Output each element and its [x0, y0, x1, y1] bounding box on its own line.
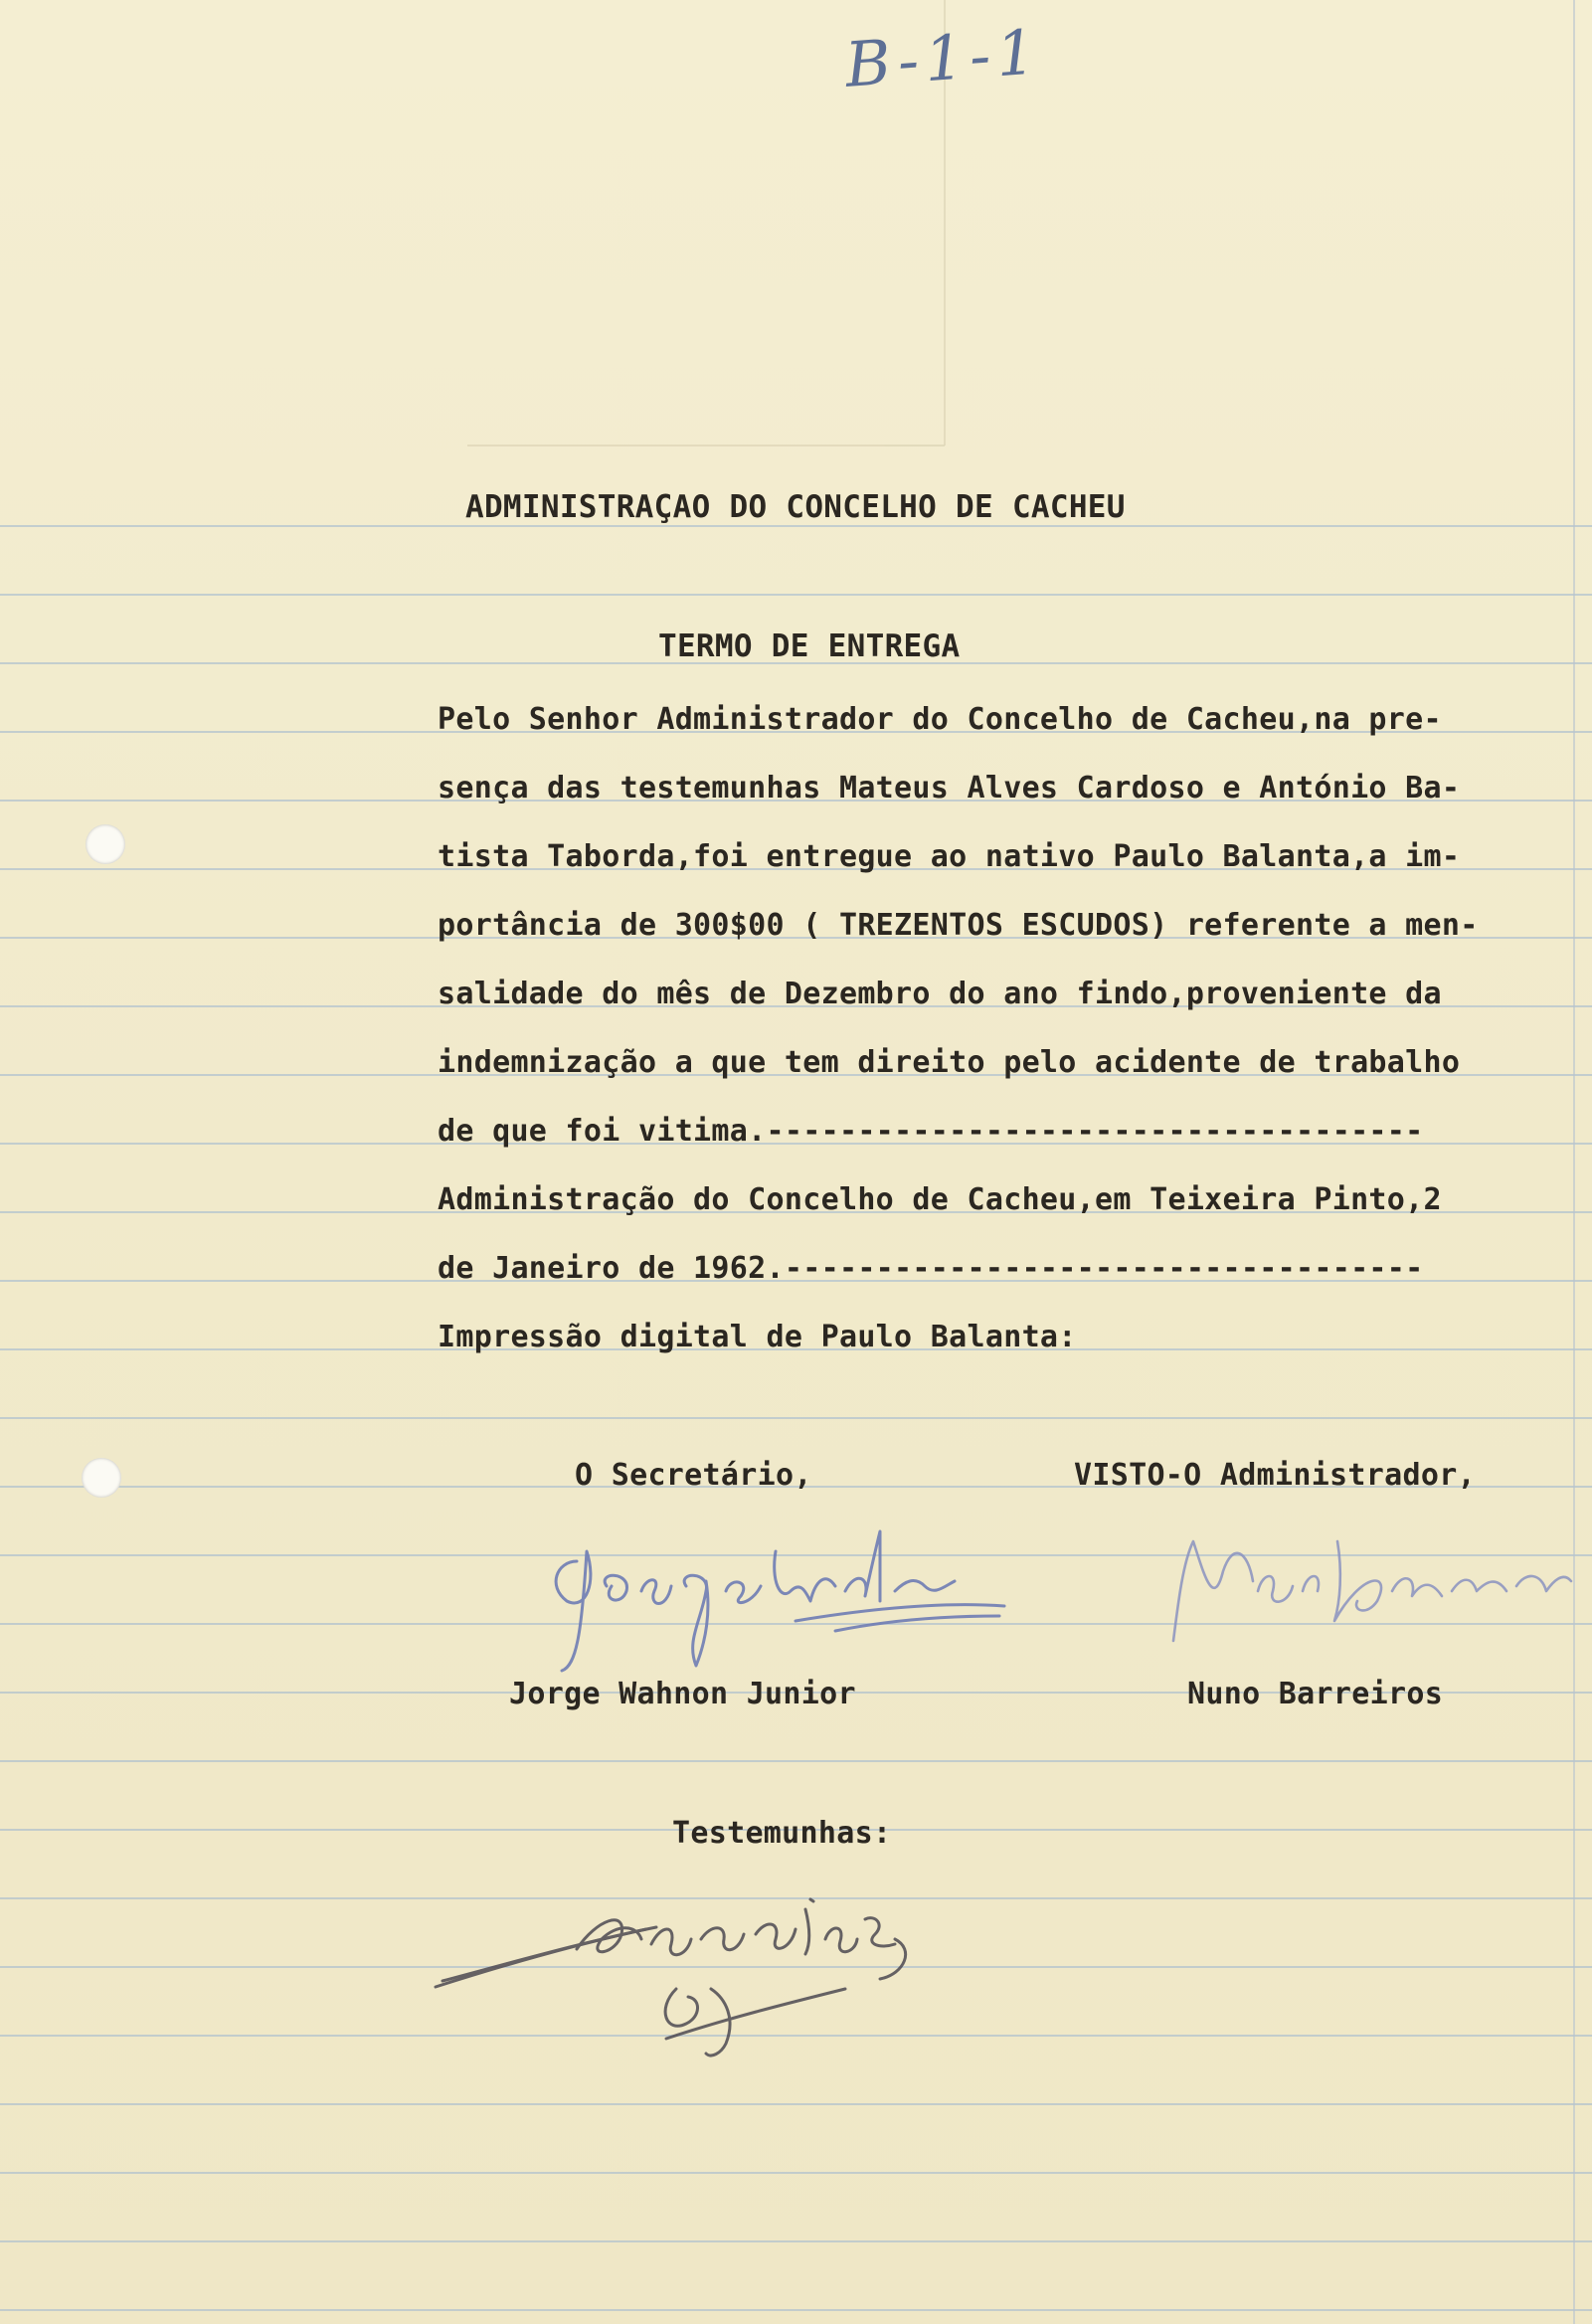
body-line-6: indemnização a que tem direito pelo acidente de trabalho [438, 1045, 1461, 1080]
witnesses-label: Testemunhas: [672, 1816, 892, 1851]
punch-hole-bottom [82, 1458, 121, 1498]
administrator-role: VISTO-O Administrador, [1074, 1458, 1476, 1493]
body-line-10: Impressão digital de Paulo Balanta: [438, 1320, 1077, 1354]
body-line-2: sença das testemunhas Mateus Alves Cardoso e António Ba- [438, 771, 1461, 805]
document-title: TERMO DE ENTREGA [658, 628, 961, 664]
body-line-3: tista Taborda,foi entregue ao nativo Paulo Balanta,a im- [438, 839, 1461, 874]
office-heading: ADMINISTRAÇAO DO CONCELHO DE CACHEU [465, 489, 1126, 525]
body-line-1: Pelo Senhor Administrador do Concelho de Cacheu,na pre- [438, 702, 1442, 737]
body-line-7: de que foi vitima.------------------------------------ [438, 1114, 1424, 1149]
punch-hole-top [86, 824, 125, 864]
secretary-name: Jorge Wahnon Junior [509, 1677, 856, 1711]
secretary-role: O Secretário, [575, 1458, 812, 1493]
body-line-8: Administração do Concelho de Cacheu,em Teixeira Pinto,2 [438, 1182, 1442, 1217]
body-line-4: portância de 300$00 ( TREZENTOS ESCUDOS) referente a men- [438, 908, 1479, 943]
archive-reference-note: B-1-1 [842, 15, 1044, 101]
administrator-name: Nuno Barreiros [1187, 1677, 1444, 1711]
secretary-signature [537, 1492, 1014, 1691]
body-line-5: salidade do mês de Dezembro do ano findo,proveniente da [438, 977, 1442, 1011]
administrator-signature [1163, 1512, 1581, 1661]
body-line-9: de Janeiro de 1962.----------------------------------- [438, 1251, 1424, 1286]
witness-signature [428, 1870, 1024, 2068]
